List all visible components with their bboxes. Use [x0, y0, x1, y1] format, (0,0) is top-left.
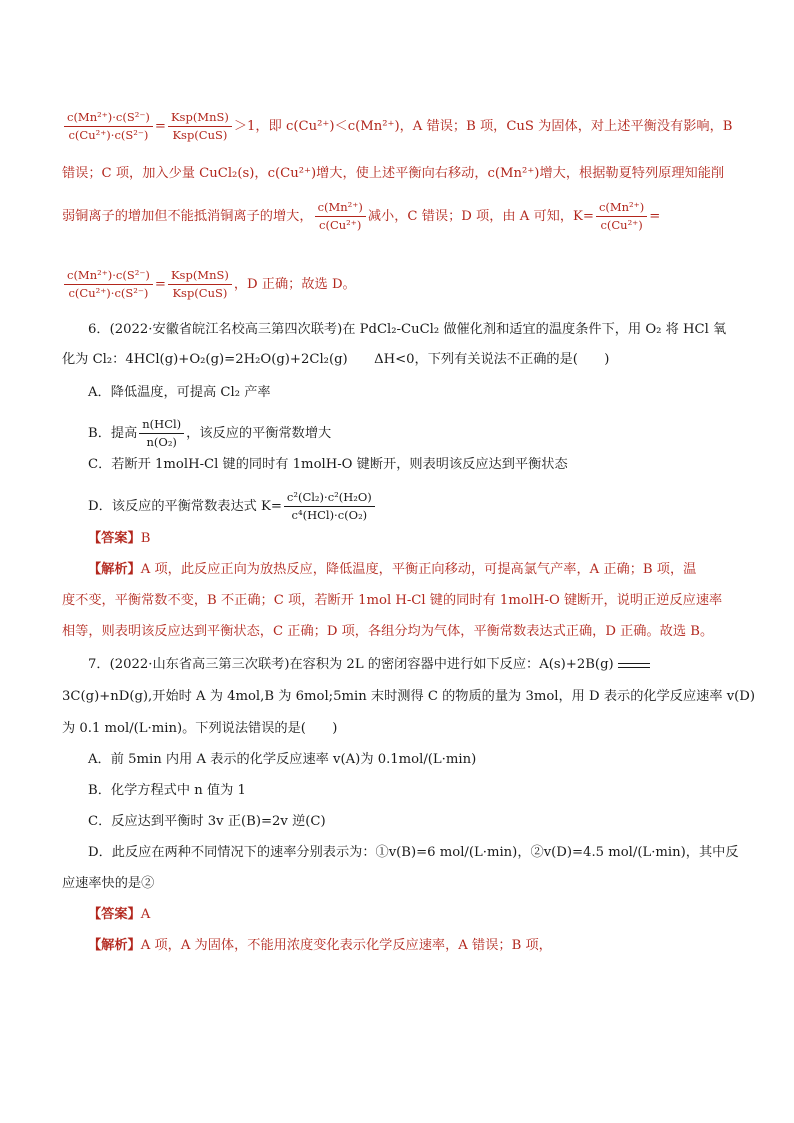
q7-stem-line1: 7．(2022·山东省高三第三次联考)在容积为 2L 的密闭容器中进行如下反应：A(s)+2B(g)	[88, 656, 739, 674]
q6-analysis-line1: 【解析】A 项，此反应正向为放热反应，降低温度，平衡正向移动，可提高氯气产率，A 正确；B 项，温	[88, 562, 697, 577]
q6-option-a: A．降低温度，可提高 Cl₂ 产率	[88, 385, 271, 400]
answer-value: A	[140, 907, 151, 922]
q6-option-b: B．提高 $\frac{\text{n(HCl)}}{\text{n(O₂)}}$ ，该反应的平衡常数增大	[88, 417, 332, 449]
q6-answer	[88, 530, 739, 548]
solution-prev-line2: 错误；C 项，加入少量 CuCl₂(s)，c(Cu²⁺)增大，使上述平衡向右移动，c(Mn²⁺)增大，根据勒夏特列原理知能削	[62, 166, 725, 181]
fraction: $\frac{\text{c²(Cl₂)·c²(H₂O)}}{\text{c⁴(HCl)·c(O₂)}}$	[284, 490, 375, 523]
solution-prev-line4: $\frac{\text{c(Mn²⁺)·c(S²⁻)}}{\text{c(Cu²⁺)·c(S²⁻)}}$ = $\frac{\text{Ksp(MnS)}}{\text{Ksp(CuS)}}$ ，D 正确；故选 D。	[62, 268, 739, 301]
fraction: $\frac{\text{c(Mn²⁺)·c(S²⁻)}}{\text{c(Cu²⁺)·c(S²⁻)}}$	[64, 110, 153, 143]
q7-stem-line3: 为 0.1 mol/(L·min)。下列说法错误的是( )	[62, 721, 338, 736]
solution-prev-line1: $\frac{\text{c(Mn²⁺)·c(S²⁻)}}{\text{c(Cu²⁺)·c(S²⁻)}}$ = $\frac{\text{Ksp(MnS)}}{\text{Ksp(CuS)}}$ ＞1，即 c(Cu²⁺)＜c(Mn²⁺)，A 错误；B 项，CuS 为固体，对上述平衡没有影响，B	[62, 110, 739, 143]
fraction: $\frac{\text{c(Mn²⁺)·c(S²⁻)}}{\text{c(Cu²⁺)·c(S²⁻)}}$	[64, 268, 153, 301]
q7-option-a: A．前 5min 内用 A 表示的化学反应速率 v(A)为 0.1mol/(L·min)	[88, 752, 477, 767]
q6-stem-line1: 6．(2022·安徽省皖江名校高三第四次联考)在 PdCl₂-CuCl₂ 做催化剂和适宜的温度条件下，用 O₂ 将 HCl 氧	[88, 322, 727, 337]
fraction: $\frac{\text{n(HCl)}}{\text{n(O₂)}}$	[139, 417, 184, 450]
answer-tag: 【答案】	[88, 531, 141, 546]
q7-option-d-line2: 应速率快的是②	[62, 876, 155, 891]
reversible-arrow-icon	[618, 660, 650, 670]
q7-option-c: C．反应达到平衡时 3v 正(B)=2v 逆(C)	[88, 814, 326, 829]
q6-option-d: D．该反应的平衡常数表达式 K= $\frac{\text{c²(Cl₂)·c²(H₂O)}}{\text{c⁴(HCl)·c(O₂)}}$	[88, 490, 739, 523]
analysis-tag: 【解析】	[88, 938, 141, 953]
q7-stem-line2: 3C(g)+nD(g),开始时 A 为 4mol,B 为 6mol;5min 末时测得 C 的物质的量为 3mol，用 D 表示的化学反应速率 v(D)	[62, 689, 756, 704]
fraction: $\frac{\text{Ksp(MnS)}}{\text{Ksp(CuS)}}$	[168, 110, 232, 143]
q7-option-d-line1: D．此反应在两种不同情况下的速率分别表示为：①v(B)=6 mol/(L·min)，②v(D)=4.5 mol/(L·min)，其中反	[88, 845, 739, 860]
answer-value: B	[140, 531, 151, 546]
q6-analysis-line2: 度不变，平衡常数不变，B 不正确；C 项，若断开 1mol H-Cl 键的同时有 1molH-O 键断开，说明正逆反应速率	[62, 593, 723, 608]
fraction: $\frac{\text{c(Mn²⁺)}}{\text{c(Cu²⁺)}}$	[596, 200, 647, 233]
q6-option-c: C．若断开 1molH-Cl 键的同时有 1molH-O 键断开，则表明该反应达到平衡状态	[88, 457, 568, 472]
analysis-tag: 【解析】	[88, 562, 141, 577]
q6-stem-line2: 化为 Cl₂：4HCl(g)+O₂(g)=2H₂O(g)+2Cl₂(g) ΔH<0，下列有关说法不正确的是( )	[62, 352, 610, 367]
answer-tag: 【答案】	[88, 907, 141, 922]
q7-option-b: B．化学方程式中 n 值为 1	[88, 783, 246, 798]
q7-answer	[88, 906, 739, 924]
fraction: $\frac{\text{Ksp(MnS)}}{\text{Ksp(CuS)}}$	[168, 268, 232, 301]
q7-analysis-line1: 【解析】A 项，A 为固体，不能用浓度变化表示化学反应速率，A 错误；B 项，	[88, 938, 552, 953]
q6-analysis-line3: 相等，则表明该反应达到平衡状态，C 正确；D 项，各组分均为气体，平衡常数表达式正确，D 正确。故选 B。	[62, 624, 714, 639]
solution-prev-line3: 弱铜离子的增加但不能抵消铜离子的增大， $\frac{\text{c(Mn²⁺)}}{\text{c(Cu²⁺)}}$ 减小，C 错误；D 项，由 A 可知，K= $\frac{\text{c(Mn²⁺)}}{\text{c(Cu²⁺)}}$ =	[62, 200, 661, 232]
fraction: $\frac{\text{c(Mn²⁺)}}{\text{c(Cu²⁺)}}$	[315, 200, 366, 233]
